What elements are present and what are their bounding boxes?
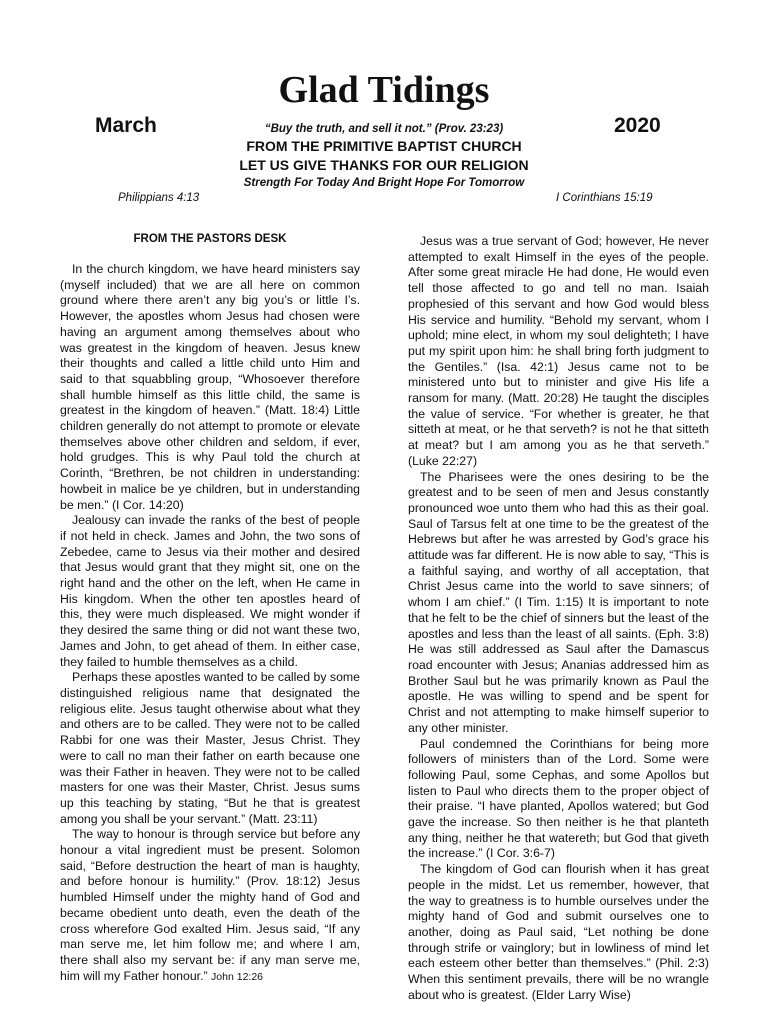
church-name: FROM THE PRIMITIVE BAPTIST CHURCH: [246, 138, 522, 154]
article-paragraph: Perhaps these apostles wanted to be called by some distinguished religious name that designated the religious elite. Jesus taught otherwise about what they and others are to be called. They were not to be called Rabbi for one was their Master, Jesus Christ. They were to call no man their father on earth because one was their Father in heaven. They were not to be called masters for one was their Master, Christ. Jesus sums up this teaching by stating, “But he that is greatest among you shall be your servant.” (Matt. 23:11): [60, 670, 360, 826]
article-paragraph: In the church kingdom, we have heard ministers say (myself included) that we are all here on common ground where there aren’t any big you’s or little I’s. However, the apostles whom Jesus had chosen were having an argument among themselves about who was greatest in the kingdom of heaven. Jesus knew their thoughts and called a little child unto Him and said to that squabbling group, “Whosoever therefore shall humble himself as this little child, the same is greatest in the kingdom of heaven.” (Matt. 18:4) Little children generally do not attempt to promote or elevate themselves above other children and seldom, if ever, hold grudges. This is why Paul told the church at Corinth, “Brethren, be not children in understanding: howbeit in malice be ye children, but in understanding be men.” (I Cor. 14:20): [60, 262, 360, 512]
article-paragraph: The way to honour is through service but before any honour a vital ingredient must be present. Solomon said, “Before destruction the heart of man is haughty, and before honour is humility.” (Prov. 18:12) Jesus humbled Himself under the mighty hand of God and became obedient unto death, even the death of the cross wherefore God exalted Him. Jesus said, “If any man serve me, let him follow me; and where I am, there shall also my servant be: if any man serve me, him will my Father honour.”: [60, 827, 360, 983]
article-paragraph: The kingdom of God can flourish when it has great people in the midst. Let us remember, however, that the way to greatness is to humble ourselves under the mighty hand of God and submit ourselves one to another, doing as Paul said, “Let nothing be done through strife or vainglory; but in lowliness of mind let each esteem other better than themselves.” (Phil. 2:3) When this sentiment prevails, there will be no wrangle about who is greatest. (Elder Larry Wise): [408, 862, 709, 1002]
article-column-left: [60, 262, 360, 985]
article-paragraph: Paul condemned the Corinthians for being more followers of ministers than of the Lord. Some were following Paul, some Cephas, and some Apollos but listen to Paul who directs them to the proper object of their praise. “I have planted, Apollos watered; but God gave the increase. So then neither is he that planteth any thing, neither he that watereth; but God that giveth the increase.” (I Cor. 3:6-7): [408, 736, 709, 861]
issue-month: March: [95, 114, 157, 137]
verse-reference-left: Philippians 4:13: [118, 192, 200, 204]
issue-year: 2020: [614, 114, 661, 137]
thanks-line: LET US GIVE THANKS FOR OUR RELIGION: [239, 157, 529, 173]
newsletter-title: Glad Tidings: [278, 69, 490, 111]
motto-verse: “Buy the truth, and sell it not.” (Prov. 23:23): [264, 123, 504, 135]
scripture-citation: John 12:26: [211, 970, 264, 983]
section-heading: FROM THE PASTORS DESK: [133, 233, 287, 245]
tagline: Strength For Today And Bright Hope For Tomorrow: [243, 177, 525, 189]
article-paragraph: The Pharisees were the ones desiring to be the greatest and to be seen of men and Jesus constantly pronounced woe unto them who had this as their goal. Saul of Tarsus felt at one time to be the greatest of the Hebrews but after he was arrested by God’s grace his attitude was far different. He is now able to say, “This is a faithful saying, and worthy of all acceptation, that Christ Jesus came into the world to save sinners; of whom I am chief.” (I Tim. 1:15) It is important to note that he felt to be the chief of sinners but the least of the apostles and less than the least of all saints. (Eph. 3:8) He was still addressed as Saul after the Damascus road encounter with Jesus; Ananias addressed him as Brother Saul but he was primarily known as Paul the apostle. He was willing to spend and be spent for Christ and not attempting to make himself superior to any other minister.: [408, 469, 709, 735]
verse-reference-right: I Corinthians 15:19: [556, 192, 653, 204]
article-paragraph-with-citation: [60, 827, 360, 985]
article-column-right: [408, 234, 709, 1003]
article-paragraph: Jesus was a true servant of God; however, He never attempted to exalt Himself in the eyes of the people. After some great miracle He had done, He would even tell those affected to go and tell no man. Isaiah prophesied of this servant and how God would bless His service and humility. “Behold my servant, whom I uphold; mine elect, in whom my soul delighteth; I have put my spirit upon him: he shall bring forth judgment to the Gentiles.” (Isa. 42:1) Jesus came not to be ministered unto but to minister and give His life a ransom for many. (Matt. 20:28) He taught the disciples the value of service. “For whether is greater, he that sitteth at meat, or he that serveth? is not he that sitteth at meat? but I am among you as he that serveth.” (Luke 22:27): [408, 234, 709, 468]
article-paragraph: Jealousy can invade the ranks of the best of people if not held in check. James and John, the two sons of Zebedee, came to Jesus via their mother and desired that Jesus would grant that they might sit, one on the right hand and the other on the left, when He came in His kingdom. When the other ten apostles heard of this, they were much displeased. We might wonder if they desired the same thing or did not want these two, James and John, to get ahead of them. In either case, they failed to humble themselves as a child.: [60, 513, 360, 669]
